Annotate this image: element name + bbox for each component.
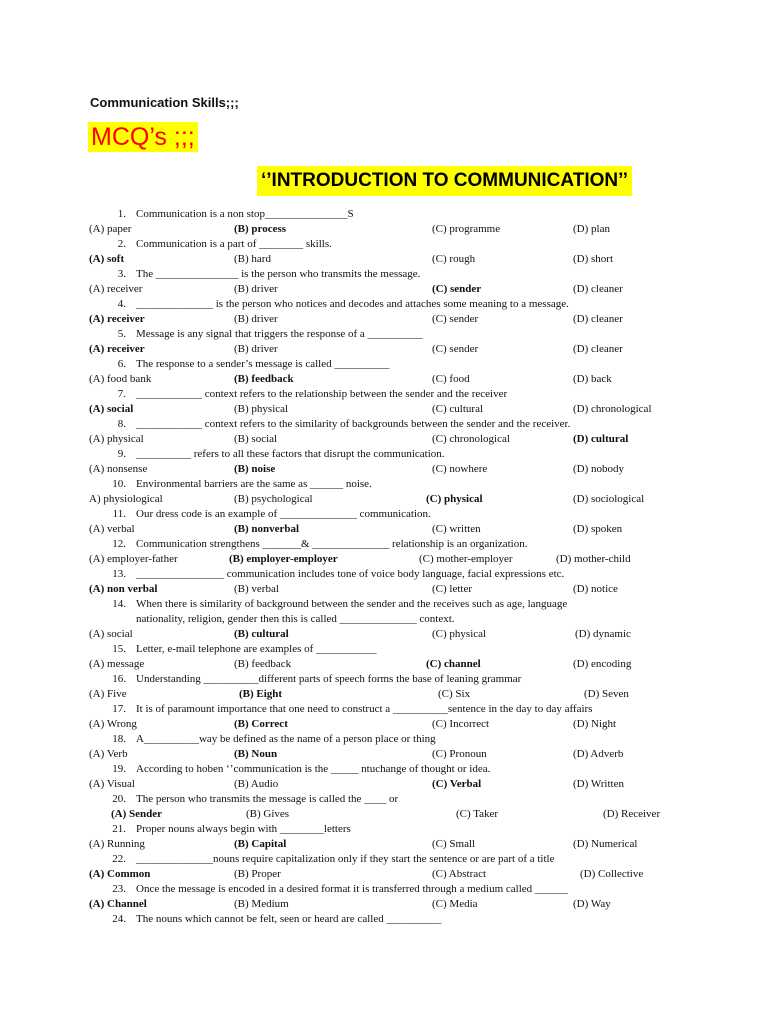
option-d: (D) cleaner: [573, 343, 623, 355]
option-a: (A) Visual: [89, 778, 135, 790]
option-c: (C) Media: [432, 898, 478, 910]
options-row: [89, 462, 689, 477]
options-row: [89, 432, 689, 447]
option-a: (A) receiver: [89, 343, 145, 355]
option-b: (B) verbal: [234, 583, 279, 595]
option-c: (C) channel: [426, 658, 481, 670]
question-number: 13.: [112, 568, 126, 580]
question-text: The nouns which cannot be felt, seen or heard are called __________: [136, 913, 442, 925]
question-text: ________________ communication includes tone of voice body language, facial expressions etc.: [136, 568, 565, 580]
option-a: (A) soft: [89, 253, 125, 265]
question-number: 2.: [117, 238, 126, 250]
question-19: [89, 762, 689, 777]
option-a: (A) employer-father: [89, 553, 178, 565]
option-c: (C) Six: [438, 688, 471, 700]
question-text: Environmental barriers are the same as ______ noise.: [136, 478, 372, 490]
option-b: (B) Capital: [234, 838, 287, 850]
question-2: [89, 237, 689, 252]
options-row: [89, 837, 689, 852]
question-4: [89, 297, 689, 312]
option-a: (A) receiver: [89, 283, 143, 295]
option-a: (A) Verb: [89, 748, 128, 760]
option-b: (B) driver: [234, 343, 278, 355]
question-number: 8.: [117, 418, 126, 430]
options-row: [89, 627, 689, 642]
question-text: Once the message is encoded in a desired format it is transferred through a medium called ______: [136, 883, 568, 895]
option-b: (B) process: [234, 223, 287, 235]
question-5: [89, 327, 689, 342]
option-d: (D) Night: [573, 718, 617, 730]
question-15: [89, 642, 689, 657]
question-number: 10.: [112, 478, 126, 490]
option-b: (B) employer-employer: [229, 553, 338, 565]
option-c: (C) Small: [432, 838, 476, 850]
option-b: (B) cultural: [234, 628, 289, 640]
question-number: 16.: [112, 673, 126, 685]
question-text: A__________way be defined as the name of a person place or thing: [136, 733, 436, 745]
question-text: When there is similarity of background between the sender and the receives such as age, language: [136, 598, 568, 610]
question-text: Our dress code is an example of ______________ communication.: [136, 508, 431, 520]
document-title: Communication Skills;;;: [90, 95, 239, 110]
option-b: (B) Medium: [234, 898, 289, 910]
option-d: (D) Collective: [580, 868, 644, 880]
option-d: (D) Written: [573, 778, 624, 790]
question-text: __________ refers to all these factors that disrupt the communication.: [136, 448, 445, 460]
option-d: (D) encoding: [573, 658, 632, 670]
option-a: A) physiological: [89, 493, 163, 505]
option-a: (A) Five: [89, 688, 127, 700]
options-row: [89, 282, 689, 297]
question-text: Communication is a non stop_______________S: [136, 208, 354, 220]
option-c: (C) Abstract: [432, 868, 487, 880]
question-text: The person who transmits the message is called the ____ or: [136, 793, 399, 805]
option-c: (C) Taker: [456, 808, 499, 820]
question-number: 9.: [117, 448, 126, 460]
option-d: (D) Adverb: [573, 748, 624, 760]
options-row: [89, 807, 689, 822]
question-text: Proper nouns always begin with ________letters: [136, 823, 351, 835]
option-b: (B) Audio: [234, 778, 279, 790]
option-a: (A) Channel: [89, 898, 147, 910]
option-a: (A) receiver: [89, 313, 145, 325]
question-text: ______________ is the person who notices and decodes and attaches some meaning to a message.: [136, 298, 569, 310]
options-row: [89, 867, 689, 882]
option-d: (D) Seven: [584, 688, 629, 700]
question-number: 14.: [112, 598, 126, 610]
option-c: (C) sender: [432, 313, 479, 325]
question-text: The response to a sender’s message is called __________: [136, 358, 390, 370]
option-d: (D) notice: [573, 583, 618, 595]
options-row: [89, 657, 689, 672]
option-a: (A) non verbal: [89, 583, 158, 595]
option-b: (B) hard: [234, 253, 271, 265]
option-b: (B) feedback: [234, 658, 292, 670]
option-c: (C) mother-employer: [419, 553, 513, 565]
option-c: (C) rough: [432, 253, 476, 265]
question-text: ____________ context refers to the relationship between the sender and the receiver: [136, 388, 508, 400]
question-list: [89, 207, 689, 927]
question-18: [89, 732, 689, 747]
option-b: (B) feedback: [234, 373, 294, 385]
question-1: [89, 207, 689, 222]
option-a: (A) social: [89, 628, 133, 640]
question-14: [89, 597, 689, 627]
question-number: 17.: [112, 703, 126, 715]
option-c: (C) sender: [432, 343, 479, 355]
question-text: According to hoben ‘’communication is the _____ ntuchange of thought or idea.: [136, 763, 491, 775]
question-number: 23.: [112, 883, 126, 895]
option-b: (B) Gives: [246, 808, 290, 820]
option-b: (B) psychological: [234, 493, 313, 505]
question-number: 15.: [112, 643, 126, 655]
options-row: [89, 252, 689, 267]
question-number: 3.: [117, 268, 126, 280]
question-text: It is of paramount importance that one need to construct a __________sentence in the day to day affairs: [136, 703, 593, 715]
option-a: (A) social: [89, 403, 134, 415]
option-a: (A) food bank: [89, 373, 152, 385]
option-d: (D) chronological: [573, 403, 652, 415]
question-text: ____________ context refers to the similarity of backgrounds between the sender and the receiver.: [136, 418, 571, 430]
option-a: (A) paper: [89, 223, 132, 235]
options-row: [89, 552, 689, 567]
options-row: [89, 777, 689, 792]
option-d: (D) nobody: [573, 463, 625, 475]
options-row: [89, 897, 689, 912]
option-c: (C) cultural: [432, 403, 484, 415]
option-d: (D) Numerical: [573, 838, 638, 850]
option-c: (C) chronological: [432, 433, 510, 445]
option-b: (B) Proper: [234, 868, 281, 880]
option-c: (C) physical: [432, 628, 487, 640]
option-d: (D) cleaner: [573, 313, 623, 325]
option-d: (D) plan: [573, 223, 610, 235]
mcq-heading: MCQ’s ;;;: [88, 122, 198, 152]
question-22: [89, 852, 689, 867]
option-c: (C) Incorrect: [432, 718, 490, 730]
option-d: (D) short: [573, 253, 614, 265]
option-a: (A) Running: [89, 838, 145, 850]
question-number: 20.: [112, 793, 126, 805]
question-3: [89, 267, 689, 282]
question-text: Letter, e-mail telephone are examples of ___________: [136, 643, 377, 655]
question-number: 1.: [117, 208, 126, 220]
question-6: [89, 357, 689, 372]
section-title: ‘’INTRODUCTION TO COMMUNICATION’’: [257, 166, 632, 196]
options-row: [89, 402, 689, 417]
option-c: (C) letter: [432, 583, 473, 595]
option-a: (A) message: [89, 658, 145, 670]
options-row: [89, 312, 689, 327]
options-row: [89, 687, 689, 702]
question-number: 6.: [117, 358, 126, 370]
question-21: [89, 822, 689, 837]
question-text: Communication is a part of ________ skills.: [136, 238, 332, 250]
option-a: (A) nonsense: [89, 463, 148, 475]
question-text: Communication strengthens _______& ______________ relationship is an organization.: [136, 538, 528, 550]
option-c: (C) written: [432, 523, 481, 535]
option-a: (A) Common: [89, 868, 151, 880]
options-row: [89, 492, 689, 507]
option-d: (D) Receiver: [603, 808, 661, 820]
question-number: 12.: [112, 538, 126, 550]
question-7: [89, 387, 689, 402]
option-c: (C) food: [432, 373, 470, 385]
option-b: (B) noise: [234, 463, 276, 475]
options-row: [89, 747, 689, 762]
option-b: (B) nonverbal: [234, 523, 300, 535]
option-b: (B) physical: [234, 403, 289, 415]
question-text: ______________nouns require capitalization only if they start the sentence or are part of a title: [136, 853, 555, 865]
options-row: [89, 522, 689, 537]
option-d: (D) dynamic: [575, 628, 631, 640]
question-text: The _______________ is the person who transmits the message.: [136, 268, 421, 280]
question-10: [89, 477, 689, 492]
option-a: (A) Wrong: [89, 718, 137, 730]
question-9: [89, 447, 689, 462]
question-number: 4.: [117, 298, 126, 310]
options-row: [89, 717, 689, 732]
option-b: (B) Eight: [239, 688, 283, 700]
question-16: [89, 672, 689, 687]
question-number: 18.: [112, 733, 126, 745]
question-24: [89, 912, 689, 927]
question-number: 22.: [112, 853, 126, 865]
options-row: [89, 222, 689, 237]
option-c: (C) physical: [426, 493, 483, 505]
question-12: [89, 537, 689, 552]
question-23: [89, 882, 689, 897]
question-13: [89, 567, 689, 582]
question-number: 24.: [112, 913, 126, 925]
option-b: (B) Correct: [234, 718, 288, 730]
question-17: [89, 702, 689, 717]
question-number: 21.: [112, 823, 126, 835]
options-row: [89, 342, 689, 357]
option-d: (D) spoken: [573, 523, 623, 535]
option-d: (D) sociological: [573, 493, 645, 505]
option-d: (D) Way: [573, 898, 611, 910]
question-8: [89, 417, 689, 432]
question-number: 5.: [117, 328, 126, 340]
option-b: (B) social: [234, 433, 278, 445]
option-d: (D) cleaner: [573, 283, 623, 295]
question-11: [89, 507, 689, 522]
options-row: [89, 582, 689, 597]
question-number: 7.: [117, 388, 126, 400]
option-c: (C) nowhere: [432, 463, 488, 475]
option-a: (A) verbal: [89, 523, 135, 535]
option-c: (C) Verbal: [432, 778, 482, 790]
option-d: (D) back: [573, 373, 612, 385]
option-d: (D) mother-child: [556, 553, 631, 565]
option-b: (B) driver: [234, 313, 278, 325]
option-d: (D) cultural: [573, 433, 629, 445]
option-b: (B) driver: [234, 283, 278, 295]
option-c: (C) Pronoun: [432, 748, 487, 760]
option-c: (C) programme: [432, 223, 501, 235]
option-a: (A) physical: [89, 433, 144, 445]
option-c: (C) sender: [432, 283, 482, 295]
question-number: 19.: [112, 763, 126, 775]
question-text: Understanding __________different parts of speech forms the base of leaning grammar: [136, 673, 522, 685]
option-b: (B) Noun: [234, 748, 278, 760]
question-text: Message is any signal that triggers the response of a __________: [136, 328, 423, 340]
question-text-continued: nationality, religion, gender then this is called ______________ context.: [136, 613, 455, 625]
question-number: 11.: [112, 508, 126, 520]
question-20: [89, 792, 689, 807]
option-a: (A) Sender: [111, 808, 163, 820]
options-row: [89, 372, 689, 387]
